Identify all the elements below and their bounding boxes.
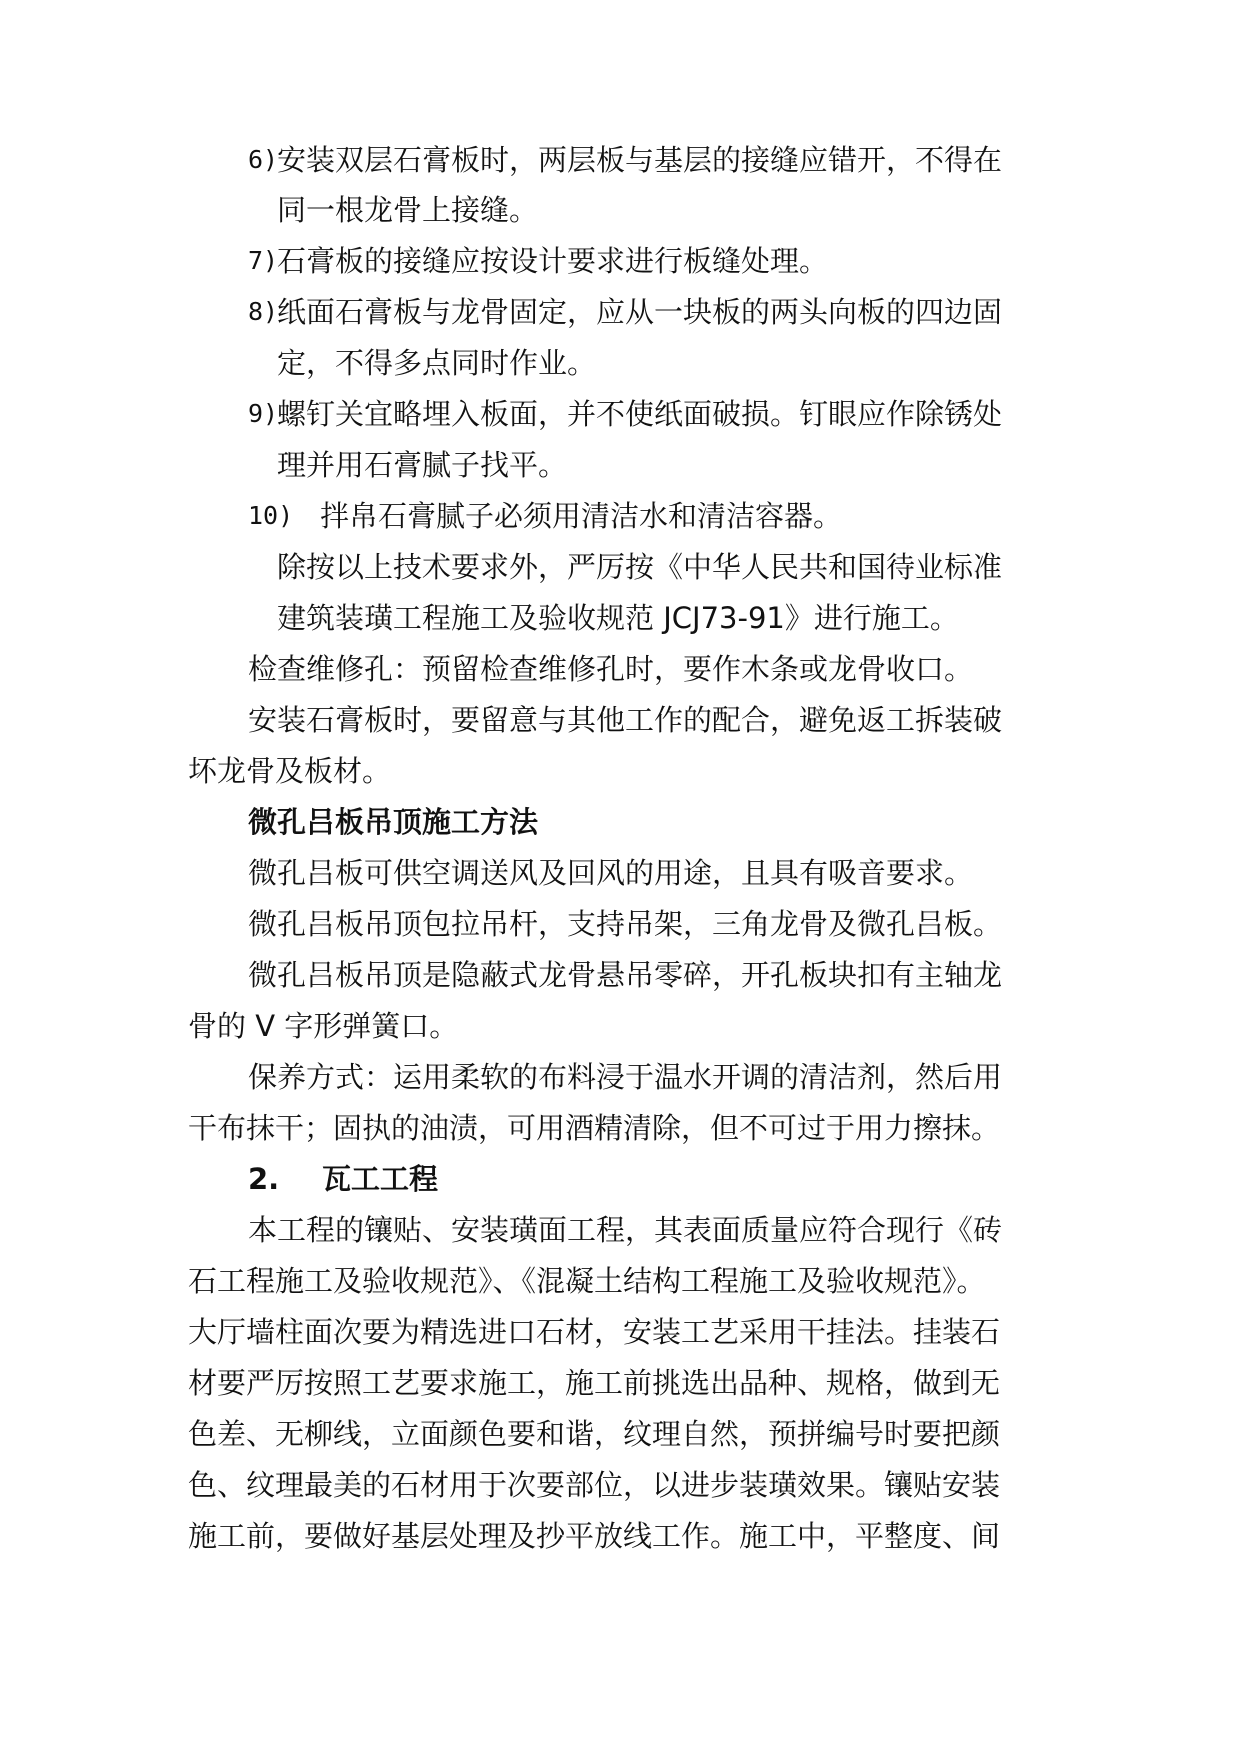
- item-number: 9): [248, 399, 279, 428]
- list-item-text: 纸面石膏板与龙骨固定，应从一块板的两头向板的四边固: [277, 295, 1003, 329]
- list-item-continuation: 同一根龙骨上接缝。: [277, 193, 539, 227]
- section-number: 2.: [248, 1162, 280, 1196]
- paragraph-line: 材要严厉按照工艺要求施工，施工前挑选出品种、规格，做到无: [188, 1366, 1001, 1400]
- item-number: 6): [248, 145, 279, 174]
- list-item-text: 石膏板的接缝应按设计要求进行板缝处理。: [277, 244, 829, 278]
- section-heading: 瓦工工程: [322, 1162, 439, 1196]
- list-item-continuation: 定，不得多点同时作业。: [277, 346, 597, 380]
- paragraph-line: 施工前，要做好基层处理及抄平放线工作。施工中，平整度、间: [188, 1519, 1001, 1553]
- paragraph-line: 大厅墙柱面次要为精选进口石材，安装工艺采用干挂法。挂装石: [188, 1315, 1001, 1349]
- section-heading: 微孔吕板吊顶施工方法: [248, 805, 539, 839]
- paragraph: 微孔吕板吊顶是隐蔽式龙骨悬吊零碎，开孔板块扣有主轴龙: [248, 958, 1003, 992]
- install-paragraph-continuation: 坏龙骨及板材。: [188, 754, 392, 788]
- paragraph: 微孔吕板可供空调送风及回风的用途，且具有吸音要求。: [248, 856, 974, 890]
- standard-note-continuation: 建筑装璜工程施工及验收规范 JCJ73-91》进行施工。: [277, 601, 959, 635]
- paragraph-continuation: 骨的 V 字形弹簧口。: [188, 1009, 459, 1043]
- install-paragraph: 安装石膏板时，要留意与其他工作的配合，避免返工拆装破: [248, 703, 1003, 737]
- paragraph: 微孔吕板吊顶包拉吊杆，支持吊架，三角龙骨及微孔吕板。: [248, 907, 1003, 941]
- paragraph-line: 色差、无柳线，立面颜色要和谐，纹理自然，预拼编号时要把颜: [188, 1417, 1001, 1451]
- standard-note: 除按以上技术要求外，严厉按《中华人民共和国待业标准: [277, 550, 1003, 584]
- list-item-text: 安装双层石膏板时，两层板与基层的接缝应错开，不得在: [277, 143, 1003, 177]
- paragraph-line: 色、纹理最美的石材用于次要部位，以进步装璜效果。镶贴安装: [188, 1468, 1001, 1502]
- maintenance-paragraph-continuation: 干布抹干；固执的油渍，可用酒精清除，但不可过于用力擦抹。: [188, 1111, 1001, 1145]
- item-number: 8): [248, 297, 279, 326]
- list-item-text: 拌帛石膏腻子必须用清洁水和清洁容器。: [320, 499, 843, 533]
- paragraph-line: 石工程施工及验收规范》、《混凝土结构工程施工及验收规范》。: [188, 1264, 986, 1298]
- list-item-text: 螺钉关宜略埋入板面，并不使纸面破损。钉眼应作除锈处: [277, 397, 1003, 431]
- item-number: 10): [248, 501, 294, 530]
- list-item-continuation: 理并用石膏腻子找平。: [277, 448, 568, 482]
- item-number: 7): [248, 246, 279, 275]
- inspection-paragraph: 检查维修孔：预留检查维修孔时，要作木条或龙骨收口。: [248, 652, 974, 686]
- paragraph: 本工程的镶贴、安装璜面工程，其表面质量应符合现行《砖: [248, 1213, 1003, 1247]
- maintenance-paragraph: 保养方式：运用柔软的布料浸于温水开调的清洁剂，然后用: [248, 1060, 1003, 1094]
